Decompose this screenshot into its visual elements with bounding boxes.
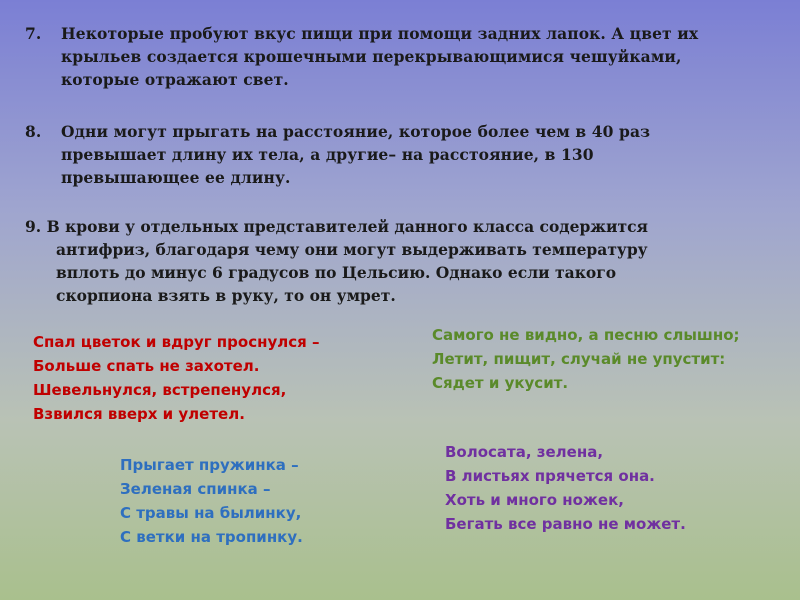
riddle-line: Волосата, зелена, — [445, 443, 604, 461]
fact-line: антифриз, благодаря чему они могут выдерживать температуру — [56, 240, 648, 259]
riddle-line: Хоть и много ножек, — [445, 491, 624, 509]
fact-line: Некоторые пробуют вкус пищи при помощи задних лапок. А цвет их — [61, 24, 699, 43]
riddle-line: Больше спать не захотел. — [33, 357, 260, 375]
riddle-line: В листьях прячется она. — [445, 467, 655, 485]
fact-line: Одни могут прыгать на расстояние, которое более чем в 40 раз — [61, 122, 651, 141]
fact-number: 8. — [25, 122, 42, 141]
riddle-line: С ветки на тропинку. — [120, 528, 303, 546]
riddle-line: Бегать все равно не может. — [445, 515, 686, 533]
fact-line: которые отражают свет. — [61, 70, 289, 89]
fact-line: 9. В крови у отдельных представителей данного класса содержится — [25, 217, 648, 236]
riddle-grasshopper — [120, 453, 303, 549]
riddle-line: Шевельнулся, встрепенулся, — [33, 381, 287, 399]
fact-9 — [25, 215, 648, 307]
riddle-butterfly — [33, 330, 319, 426]
fact-line: скорпиона взять в руку, то он умрет. — [56, 286, 396, 305]
fact-number: 7. — [25, 24, 42, 43]
riddle-line: Сядет и укусит. — [432, 374, 569, 392]
riddle-line: Прыгает пружинка – — [120, 456, 299, 474]
riddle-line: Зеленая спинка – — [120, 480, 271, 498]
fact-line: крыльев создается крошечными перекрывающимися чешуйками, — [61, 47, 682, 66]
riddle-caterpillar — [445, 440, 686, 536]
riddle-line: С травы на былинку, — [120, 504, 302, 522]
fact-line: превышает длину их тела, а другие– на расстояние, в 130 — [61, 145, 594, 164]
fact-line: вплоть до минус 6 градусов по Цельсию. Однако если такого — [56, 263, 617, 282]
fact-line: превышающее ее длину. — [61, 168, 291, 187]
riddle-line: Спал цветок и вдруг проснулся – — [33, 333, 320, 351]
riddle-line: Летит, пищит, случай не упустит: — [432, 350, 726, 368]
riddle-mosquito — [432, 323, 740, 395]
riddle-line: Самого не видно, а песню слышно; — [432, 326, 740, 344]
riddle-line: Взвился вверх и улетел. — [33, 405, 245, 423]
